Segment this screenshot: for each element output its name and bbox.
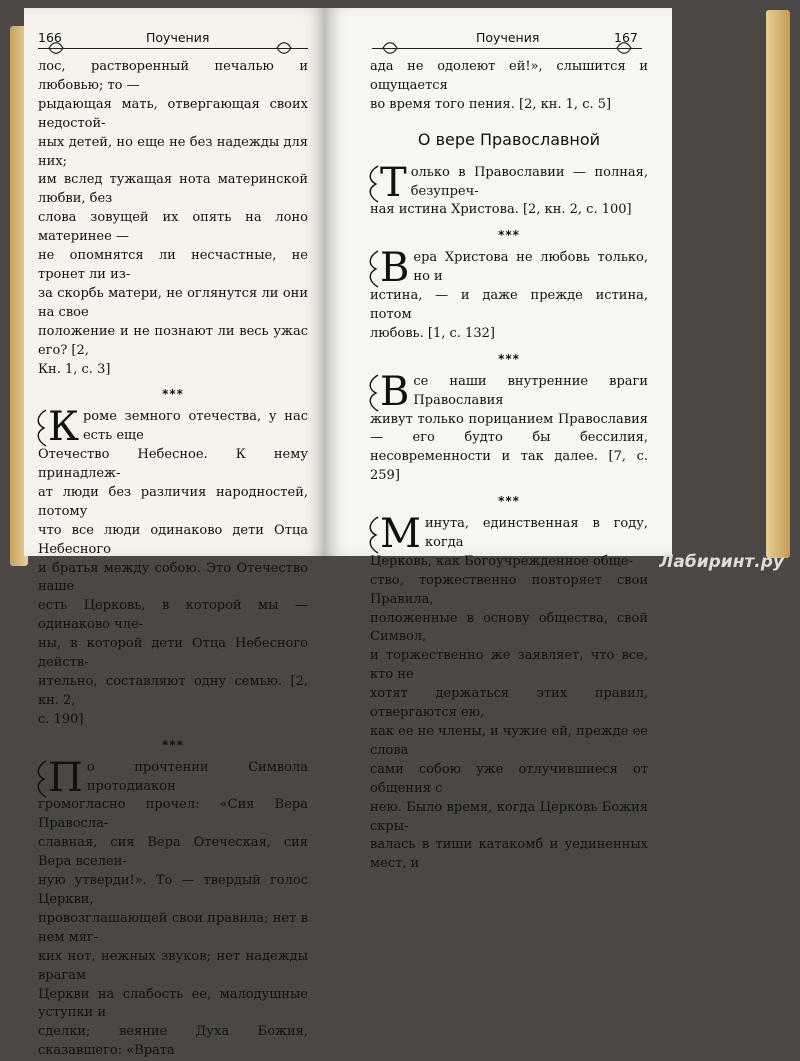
paragraph-simvol: П о прочтении Символа протодиакон громогласно прочел: «Сия Вера Правосла- славная, сия Вера Отеческая, сия Вера вселен- ную утверди!». То — твердый голос Церкви, провозглашающей свои правила; нет в нем мяг- ких нот, нежных звуков; нет надежды врагам Церкви на слабость ее, малодушные уступки и сделки; веяние Духа Божия, сказавшего: «Врата xyxy=(38,759,308,1061)
paragraph-continuation: лос, растворенный печалью и любовью; то — рыдающая мать, отвергающая своих недостой- ных детей, но еще не без надежды для них; им вслед тужащая нота материнской любви, без слова зовущей их опять на лоно материнее — не опомнятся ли несчастные, не тронет ли из- за скорбь матери, не оглянутся ли они на свое положение и не познают ли весь ужас его? [2, Кн. 1, с. 3] xyxy=(38,59,308,377)
left-running-head: Поучения xyxy=(146,30,210,45)
flourish-icon xyxy=(366,515,382,555)
section-separator: *** xyxy=(498,228,520,243)
watermark-logo: Лабиринт.ру xyxy=(659,552,784,572)
paragraph-minuta: М инута, единственная в году, когда Церковь, как Богоучрежденное обще- ство, торжественно повторяет свои Правила, положенные в основу общества, свой Символ, и торжественно же заявляет, что все, кто не хотят держаться этих правил, отвергаются ею, как ее не члены, и чужие ей, прежде ее слова сами собою уже отлучившиеся от общения с нею. Было время, когда Церковь Божия скры- валась в тиши катакомб и уединенных мест, и xyxy=(370,515,648,874)
left-header-rule xyxy=(38,48,308,49)
drop-cap: В xyxy=(370,251,409,285)
left-page xyxy=(24,8,324,1059)
section-separator: *** xyxy=(162,737,184,752)
drop-cap: К xyxy=(38,410,79,444)
drop-cap: П xyxy=(38,761,83,795)
right-header-rule xyxy=(372,48,642,49)
right-running-head: Поучения xyxy=(476,30,540,45)
ornament-icon xyxy=(276,41,292,55)
flourish-icon xyxy=(366,164,382,204)
right-page-text xyxy=(370,58,648,874)
right-page-number: 167 xyxy=(614,30,638,45)
section-separator: *** xyxy=(498,494,520,509)
ornament-icon xyxy=(616,41,632,55)
book-spread xyxy=(6,8,790,1059)
paragraph-otechestvo: К роме земного отечества, у нас есть еще Отечество Небесное. К нему принадлеж- ат люди без различия народностей, потому что все люди одинаково дети Отца Небесного и братья между собою. Это Отечество наше есть Церковь, в которой мы — одинаково чле- ны, в которой дети Отца Небесного действ- ительно, составляют одну семью. [2, кн. 2, с. 190] xyxy=(38,408,308,729)
section-title: О вере Православной xyxy=(417,129,601,149)
drop-cap: Т xyxy=(370,166,407,200)
section-separator: *** xyxy=(498,351,520,366)
ornament-icon xyxy=(48,41,64,55)
paragraph-vragi: В се наши внутренние враги Православия живут только порицанием Православия — его будто бы бессилия, несовременности и так далее. [7, с. 259] xyxy=(370,373,648,486)
flourish-icon xyxy=(34,759,50,799)
paragraph-continuation: ада не одолеют ей!», слышится и ощущается во время того пения. [2, кн. 1, с. 5] xyxy=(370,59,648,112)
flourish-icon xyxy=(366,249,382,289)
left-page-number: 166 xyxy=(38,30,62,45)
right-page xyxy=(324,8,672,872)
ornament-icon xyxy=(382,41,398,55)
drop-cap: М xyxy=(370,517,421,551)
drop-cap: В xyxy=(370,375,409,409)
book-edge-right xyxy=(766,10,790,558)
section-separator: *** xyxy=(162,387,184,402)
paragraph-pravoslavie: Т олько в Православии — полная, безупреч- ная истина Христова. [2, кн. 2, с. 100] xyxy=(370,164,648,221)
flourish-icon xyxy=(34,408,50,448)
left-page-text xyxy=(38,58,308,1061)
paragraph-vera: В ера Христова не любовь только, но и истина, — и даже прежде истина, потом любовь. [1, с. 132] xyxy=(370,249,648,344)
flourish-icon xyxy=(366,373,382,413)
